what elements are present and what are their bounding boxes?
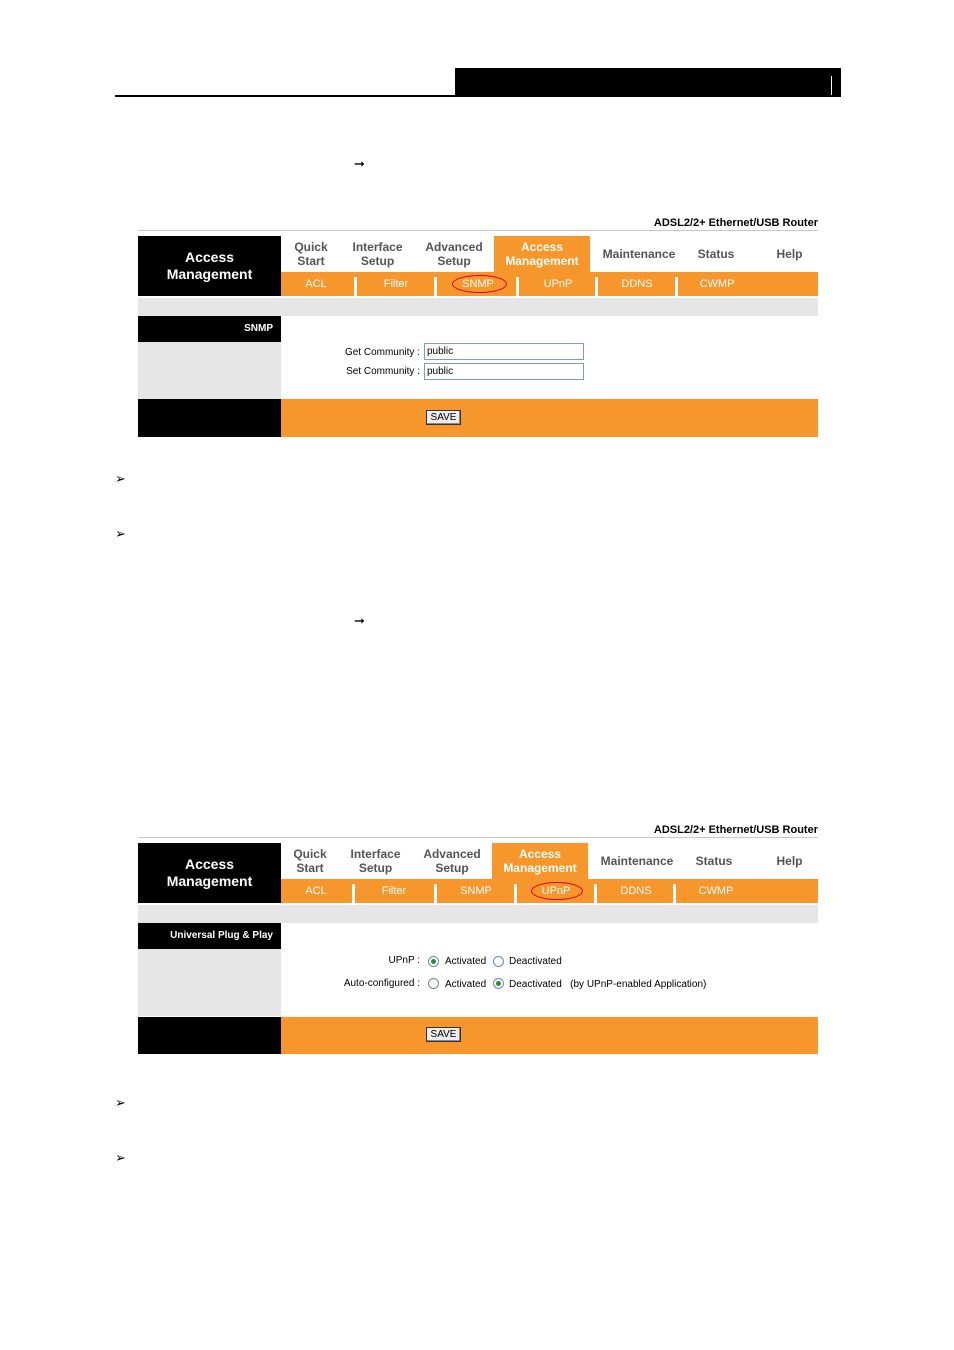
save-button[interactable]: SAVE bbox=[426, 410, 461, 425]
main-menu bbox=[281, 843, 818, 879]
submenu-filter[interactable]: Filter bbox=[383, 278, 409, 290]
auto-activated-label: Activated bbox=[445, 979, 487, 990]
menu-advanced-setup[interactable]: Advanced Setup bbox=[425, 240, 483, 268]
menu-access-management[interactable]: Access Management bbox=[494, 236, 590, 272]
footer-left bbox=[138, 1017, 281, 1054]
menu-quick-start[interactable]: Quick Start bbox=[294, 240, 328, 268]
submenu-separator bbox=[352, 884, 355, 903]
footer-left bbox=[138, 399, 281, 437]
bullet-icon: ➢ bbox=[115, 1150, 126, 1165]
submenu-separator bbox=[594, 884, 597, 903]
grey-strip bbox=[138, 298, 818, 316]
header-black-bar bbox=[455, 68, 841, 97]
upnp-activated-label: Activated bbox=[445, 956, 487, 967]
section-left-column bbox=[138, 949, 281, 1016]
menu-advanced-setup[interactable]: Advanced Setup bbox=[423, 847, 481, 875]
section-logo bbox=[138, 843, 281, 903]
submenu-separator bbox=[673, 884, 676, 903]
upnp-activated-radio[interactable] bbox=[428, 956, 439, 967]
highlight-circle bbox=[452, 275, 507, 293]
brand-label: ADSL2/2+ Ethernet/USB Router bbox=[653, 217, 818, 229]
menu-interface-setup[interactable]: Interface Setup bbox=[352, 240, 403, 268]
save-button[interactable]: SAVE bbox=[426, 1027, 461, 1042]
upnp-router-panel bbox=[138, 823, 818, 1054]
get-community-label: Get Community : bbox=[344, 347, 420, 358]
submenu-separator bbox=[675, 277, 678, 296]
submenu-cwmp[interactable]: CWMP bbox=[698, 885, 734, 897]
set-community-input[interactable]: public bbox=[424, 363, 584, 380]
menu-help[interactable]: Help bbox=[776, 854, 803, 868]
submenu-snmp[interactable]: SNMP bbox=[462, 278, 494, 290]
menu-help[interactable]: Help bbox=[776, 247, 803, 261]
submenu-acl[interactable]: ACL bbox=[305, 278, 327, 290]
submenu-separator bbox=[354, 277, 357, 296]
bullet-icon: ➢ bbox=[115, 1095, 126, 1110]
footer-bar bbox=[281, 399, 818, 437]
arrow-icon: ➞ bbox=[354, 613, 365, 628]
auto-activated-radio[interactable] bbox=[428, 978, 439, 989]
logo-line-1: Access bbox=[184, 249, 235, 265]
submenu-separator bbox=[434, 277, 437, 296]
upnp-deactivated-radio[interactable] bbox=[493, 956, 504, 967]
logo-line-2: Management bbox=[166, 873, 253, 889]
snmp-router-panel bbox=[138, 216, 818, 437]
highlight-circle bbox=[531, 882, 583, 900]
section-label: Universal Plug & Play bbox=[138, 923, 281, 949]
footer-bar bbox=[281, 1017, 818, 1054]
brand-label: ADSL2/2+ Ethernet/USB Router bbox=[653, 824, 818, 836]
header-bar-divider bbox=[831, 76, 832, 95]
submenu-separator bbox=[516, 277, 519, 296]
menu-status[interactable]: Status bbox=[697, 247, 735, 261]
arrow-icon: ➞ bbox=[354, 156, 365, 171]
auto-configured-label: Auto-configured : bbox=[343, 978, 420, 989]
auto-deactivated-radio[interactable] bbox=[493, 978, 504, 989]
section-label: SNMP bbox=[138, 316, 281, 342]
submenu-ddns[interactable]: DDNS bbox=[620, 885, 652, 897]
menu-access-management[interactable]: Access Management bbox=[492, 843, 588, 879]
submenu-separator bbox=[514, 884, 517, 903]
submenu-cwmp[interactable]: CWMP bbox=[699, 278, 735, 290]
submenu-filter[interactable]: Filter bbox=[381, 885, 407, 897]
menu-maintenance[interactable]: Maintenance bbox=[600, 854, 674, 868]
menu-quick-start[interactable]: Quick Start bbox=[293, 847, 327, 875]
submenu-separator bbox=[595, 277, 598, 296]
logo-line-2: Management bbox=[166, 266, 253, 282]
main-menu bbox=[281, 236, 818, 272]
set-community-label: Set Community : bbox=[346, 366, 420, 377]
brand-rule bbox=[138, 230, 818, 231]
get-community-input[interactable]: public bbox=[424, 343, 584, 360]
upnp-label: UPnP : bbox=[388, 955, 420, 966]
auto-deactivated-label: Deactivated (by UPnP-enabled Application) bbox=[509, 979, 707, 990]
menu-maintenance[interactable]: Maintenance bbox=[602, 247, 676, 261]
submenu-separator bbox=[434, 884, 437, 903]
menu-status[interactable]: Status bbox=[695, 854, 733, 868]
logo-line-1: Access bbox=[184, 856, 235, 872]
section-left-column bbox=[138, 342, 281, 399]
submenu-ddns[interactable]: DDNS bbox=[621, 278, 653, 290]
bullet-icon: ➢ bbox=[115, 471, 126, 486]
submenu-snmp[interactable]: SNMP bbox=[460, 885, 492, 897]
bullet-icon: ➢ bbox=[115, 526, 126, 541]
submenu-acl[interactable]: ACL bbox=[305, 885, 327, 897]
section-logo bbox=[138, 236, 281, 296]
brand-rule bbox=[138, 837, 818, 838]
grey-strip bbox=[138, 905, 818, 923]
sub-menu bbox=[281, 879, 818, 903]
submenu-upnp[interactable]: UPnP bbox=[541, 885, 571, 897]
sub-menu bbox=[281, 272, 818, 296]
menu-interface-setup[interactable]: Interface Setup bbox=[350, 847, 401, 875]
upnp-deactivated-label: Deactivated bbox=[509, 956, 562, 967]
submenu-upnp[interactable]: UPnP bbox=[543, 278, 573, 290]
